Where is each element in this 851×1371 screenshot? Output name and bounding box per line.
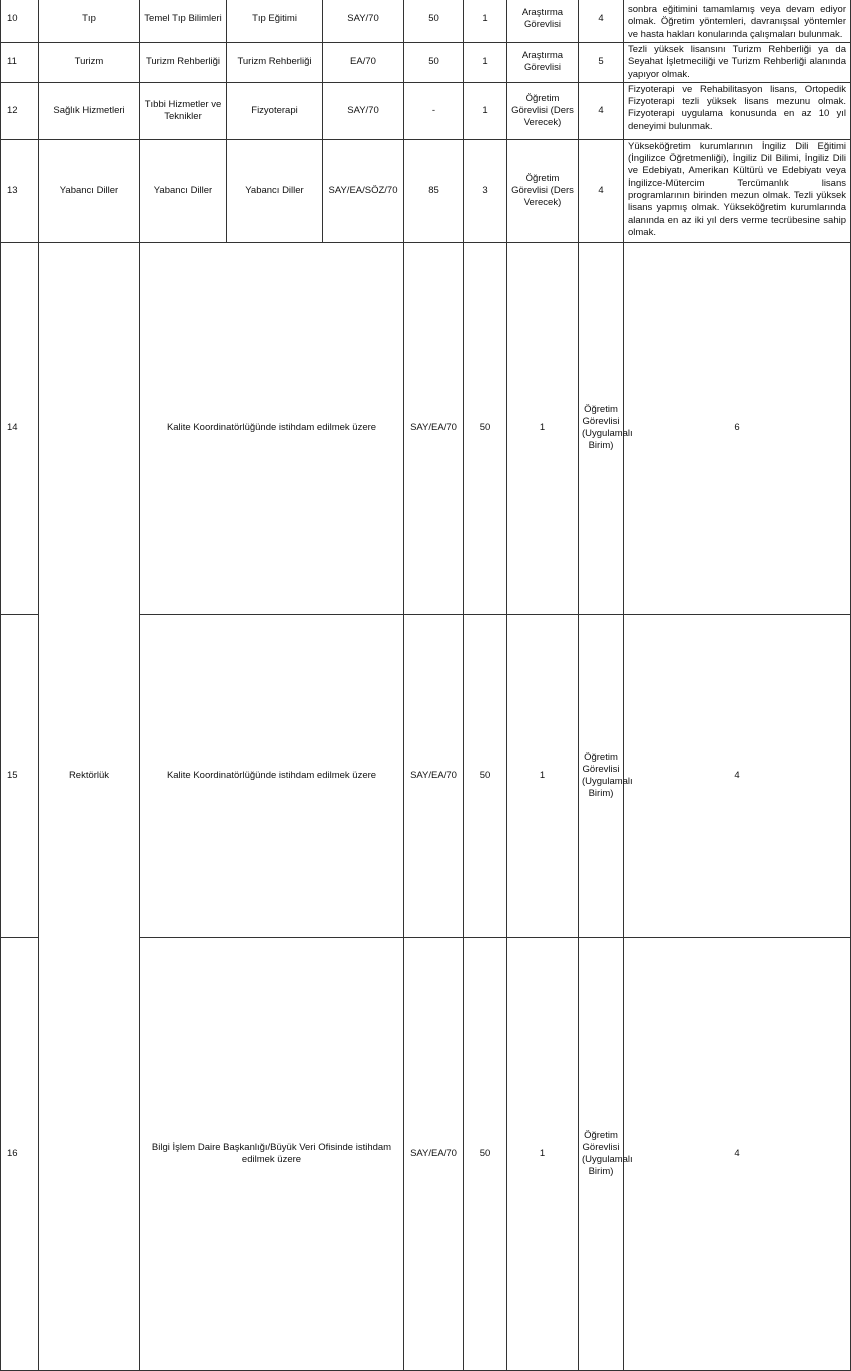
- ales-cell: 50: [404, 43, 464, 83]
- title-cell: Öğretim Görevlisi (Uygulamalı Birim): [579, 242, 624, 614]
- ales-cell: 50: [464, 242, 507, 614]
- faculty-cell: Sağlık Hizmetleri: [39, 82, 140, 139]
- score-type-cell: SAY/EA/70: [404, 614, 464, 937]
- title-cell: Araştırma Görevlisi: [507, 43, 579, 83]
- department-cell: Temel Tıp Bilimleri: [140, 0, 227, 43]
- degree-cell: 4: [579, 0, 624, 43]
- degree-cell: 4: [579, 139, 624, 242]
- row-number: 15: [1, 614, 39, 937]
- unit-cell: Kalite Koordinatörlüğünde istihdam edilmek üzere: [140, 614, 404, 937]
- program-cell: Tıp Eğitimi: [227, 0, 323, 43]
- rektorluk-cell: Rektörlük: [39, 614, 140, 937]
- ales-cell: 50: [404, 0, 464, 43]
- department-cell: Tıbbi Hizmetler ve Teknikler: [140, 82, 227, 139]
- degree-cell: 4: [624, 614, 851, 937]
- department-cell: Yabancı Diller: [140, 139, 227, 242]
- row-number: 13: [1, 139, 39, 242]
- faculty-cell: Tıp: [39, 0, 140, 43]
- count-cell: 1: [464, 43, 507, 83]
- count-cell: 3: [464, 139, 507, 242]
- row-number: 10: [1, 0, 39, 43]
- unit-cell: Bilgi İşlem Daire Başkanlığı/Büyük Veri Ofisinde istihdam edilmek üzere: [140, 937, 404, 1370]
- title-cell: Öğretim Görevlisi (Ders Verecek): [507, 82, 579, 139]
- faculty-cell: Yabancı Diller: [39, 139, 140, 242]
- requirements-cell: Yükseköğretim kurumlarının İngiliz Dili Eğitimi (İngilizce Öğretmenliği), İngiliz Dil Bilimi, İngiliz Dili ve Edebiyatı, Amerikan Kültürü ve Edebiyatı veya İngilizce-Mütercim Tercümanlık lisans programlarının birinden mezun olmak. Tezli yüksek lisans yapmış olmak. Yükseköğretim kurumlarında alanında en az iki yıl ders verme tecrübesine sahip olmak.: [624, 139, 851, 242]
- ales-cell: 50: [464, 614, 507, 937]
- count-cell: 1: [507, 937, 579, 1370]
- count-cell: 1: [507, 242, 579, 614]
- requirements-cell: sonbrа eğitimini tamamlamış veya devam ediyor olmak. Öğretim yöntemleri, davranışsal yöntemler ve hasta hakları konularında çalışmaları bulunmak.: [624, 0, 851, 43]
- unit-cell: Kalite Koordinatörlüğünde istihdam edilmek üzere: [140, 242, 404, 614]
- faculty-cell-empty: [39, 242, 140, 614]
- row-number: 11: [1, 43, 39, 83]
- degree-cell: 4: [579, 82, 624, 139]
- row-number: 16: [1, 937, 39, 1370]
- count-cell: 1: [464, 0, 507, 43]
- score-type-cell: SAY/EA/70: [404, 242, 464, 614]
- department-cell: Turizm Rehberliği: [140, 43, 227, 83]
- requirements-cell: Tezli yüksek lisansını Turizm Rehberliği ya da Seyahat İşletmeciliği ve Turizm Rehberliği alanında yapıyor olmak.: [624, 43, 851, 83]
- table-row: [1, 0, 851, 43]
- row-number: 14: [1, 242, 39, 614]
- ales-cell: 50: [464, 937, 507, 1370]
- faculty-cell-empty: [39, 937, 140, 1370]
- table-row: [1, 139, 851, 242]
- title-cell: Öğretim Görevlisi (Ders Verecek): [507, 139, 579, 242]
- degree-cell: 5: [579, 43, 624, 83]
- table-row: [1, 82, 851, 139]
- count-cell: 1: [464, 82, 507, 139]
- table-row: [1, 242, 851, 614]
- requirements-cell: Fizyoterapi ve Rehabilitasyon lisans, Ortopedik Fizyoterapi tezli yüksek lisans mezunu olmak. Fizyoterapi uygulama konusunda en az 10 yıl deneyimi bulunmak.: [624, 82, 851, 139]
- score-type-cell: EA/70: [323, 43, 404, 83]
- score-type-cell: SAY/EA/70: [404, 937, 464, 1370]
- ales-cell: 85: [404, 139, 464, 242]
- program-cell: Turizm Rehberliği: [227, 43, 323, 83]
- count-cell: 1: [507, 614, 579, 937]
- ales-cell: -: [404, 82, 464, 139]
- faculty-cell: Turizm: [39, 43, 140, 83]
- degree-cell: 4: [624, 937, 851, 1370]
- title-cell: Öğretim Görevlisi (Uygulamalı Birim): [579, 614, 624, 937]
- program-cell: Yabancı Diller: [227, 139, 323, 242]
- score-type-cell: SAY/70: [323, 0, 404, 43]
- degree-cell: 6: [624, 242, 851, 614]
- table-row: [1, 43, 851, 83]
- row-number: 12: [1, 82, 39, 139]
- title-cell: Öğretim Görevlisi (Uygulamalı Birim): [579, 937, 624, 1370]
- score-type-cell: SAY/EA/SÖZ/70: [323, 139, 404, 242]
- program-cell: Fizyoterapi: [227, 82, 323, 139]
- table-row: [1, 614, 851, 937]
- score-type-cell: SAY/70: [323, 82, 404, 139]
- title-cell: Araştırma Görevlisi: [507, 0, 579, 43]
- table-row: [1, 937, 851, 1370]
